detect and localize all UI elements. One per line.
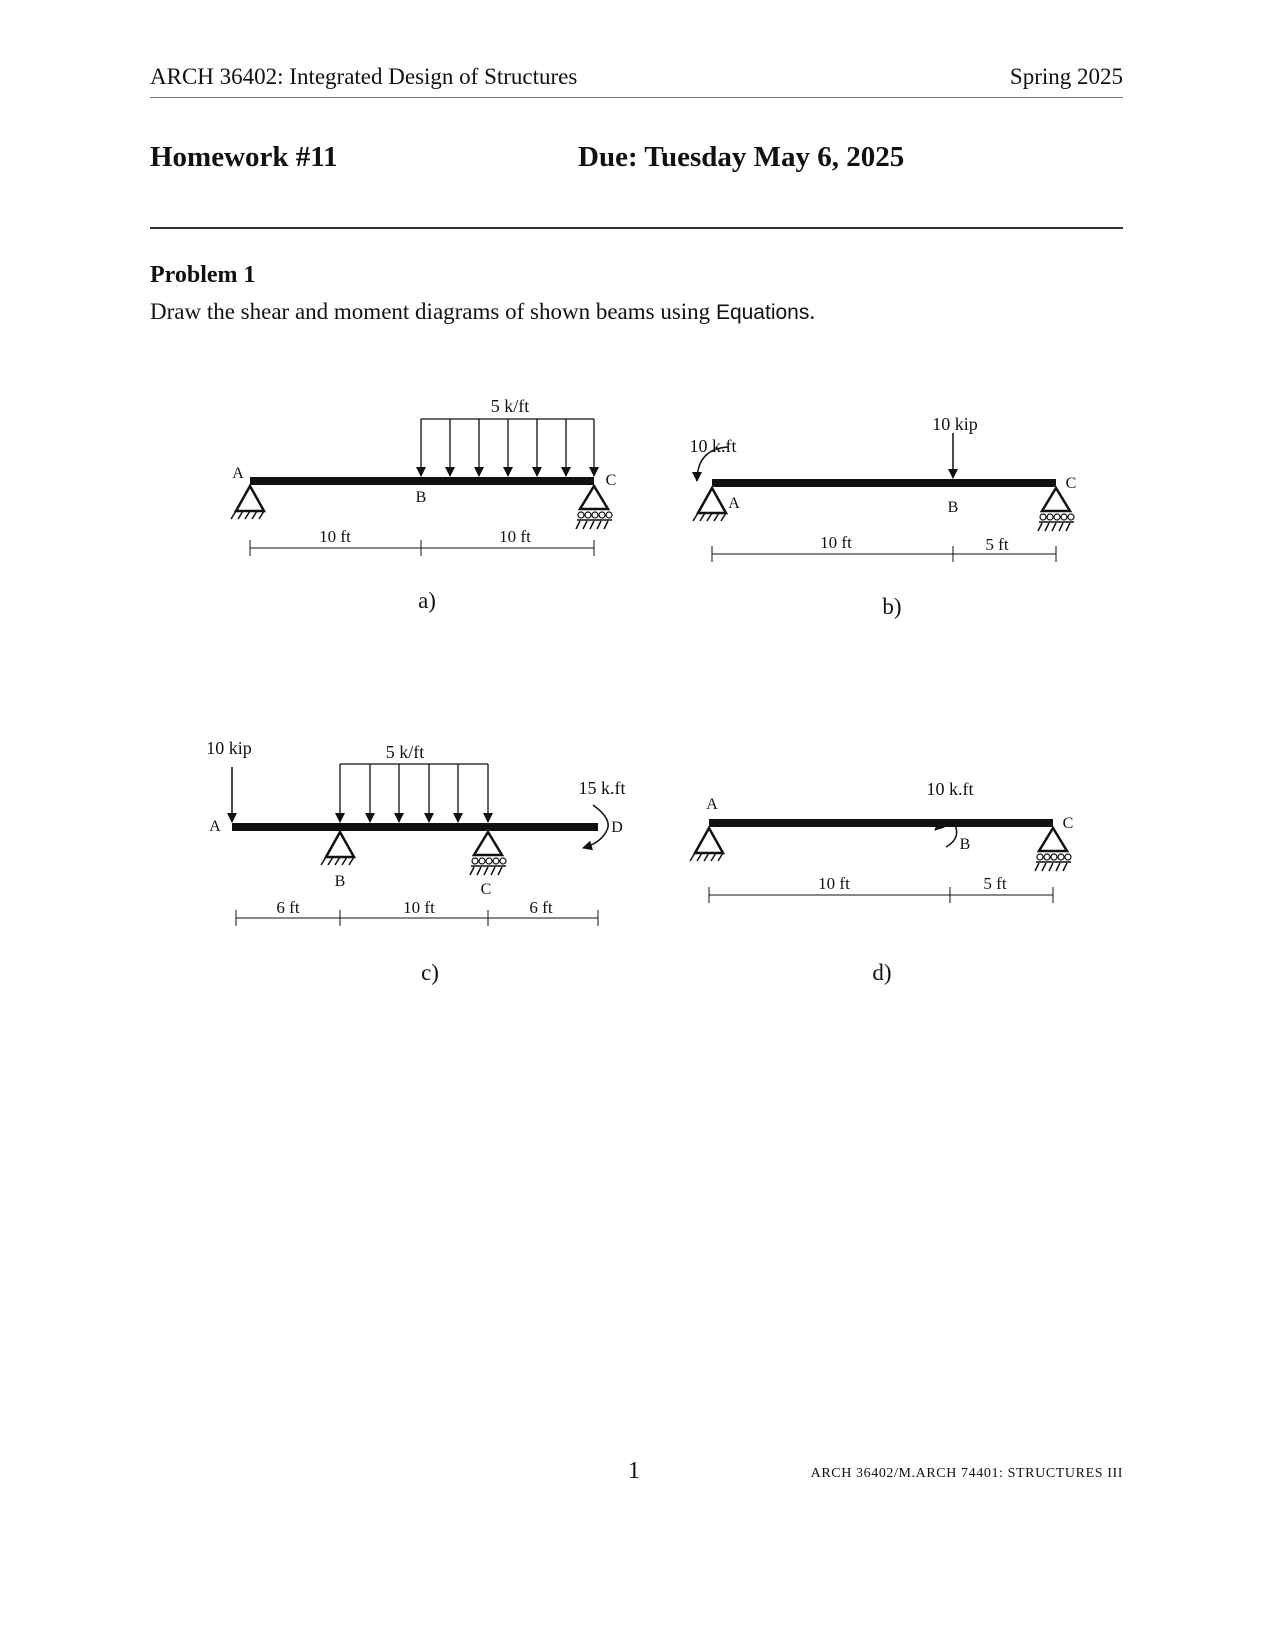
node-label-d-b: B (959, 836, 971, 853)
span-label-d-ab: 10 ft (818, 874, 850, 893)
footer-note: ARCH 36402/M.ARCH 74401: STRUCTURES III (810, 1466, 1123, 1481)
node-label-d-a: A (706, 796, 718, 813)
node-label-c-b: B (334, 873, 346, 890)
dimension-line-a (250, 540, 594, 556)
load-label-c: 5 k/ft (385, 742, 425, 762)
caption-d: d) (872, 960, 892, 985)
problem-heading: Problem 1 (150, 262, 256, 288)
span-label-a-bc: 10 ft (499, 527, 531, 546)
span-label-d-bc: 5 ft (983, 874, 1007, 893)
span-label-c-bc: 10 ft (403, 898, 435, 917)
due-date: Due: Tuesday May 6, 2025 (578, 141, 905, 173)
span-label-b-bc: 5 ft (985, 535, 1009, 554)
node-label-c-d: D (611, 819, 623, 836)
moment-label-c: 15 k.ft (578, 778, 626, 798)
node-label-b-b: B (947, 499, 959, 516)
figure-d (690, 819, 1071, 903)
span-label-c-cd: 6 ft (529, 898, 553, 917)
roller-support-b (1038, 488, 1074, 531)
force-label-c: 10 kip (206, 738, 252, 758)
figure-b (693, 433, 1074, 562)
load-label-a: 5 k/ft (490, 396, 530, 416)
instruction-text: Draw the shear and moment diagrams of shown beams using (150, 299, 711, 324)
span-label-a-ab: 10 ft (319, 527, 351, 546)
node-label-a-c: C (605, 472, 617, 489)
moment-label-b: 10 k.ft (689, 436, 737, 456)
span-label-b-ab: 10 ft (820, 533, 852, 552)
roller-support-c (576, 486, 612, 529)
pin-support-a (231, 486, 264, 519)
term-label: Spring 2025 (1009, 64, 1123, 89)
node-label-b-a: A (728, 495, 740, 512)
node-label-a-a: A (232, 465, 244, 482)
homework-title: Homework #11 (150, 141, 338, 173)
node-label-c-c: C (480, 881, 492, 898)
caption-a: a) (418, 588, 436, 613)
beam-d (709, 819, 1053, 827)
caption-c: c) (421, 960, 439, 985)
instruction-emphasis: Equations (715, 301, 810, 324)
node-label-c-a: A (209, 818, 221, 835)
force-label-b: 10 kip (932, 414, 978, 434)
moment-label-d: 10 k.ft (926, 779, 974, 799)
distributed-load-a (421, 419, 594, 476)
span-label-c-ab: 6 ft (276, 898, 300, 917)
pin-support-d (690, 828, 723, 861)
roller-support-d (1035, 828, 1071, 871)
pin-support-b (693, 488, 726, 521)
beam-b (712, 479, 1056, 487)
caption-b: b) (882, 594, 902, 619)
pin-support-c (321, 832, 354, 865)
node-label-b-c: C (1065, 475, 1077, 492)
beam-a (250, 477, 594, 485)
figure-a (231, 419, 612, 556)
distributed-load-c (340, 764, 488, 822)
beam-c (232, 823, 598, 831)
node-label-d-c: C (1062, 815, 1074, 832)
page-number: 1 (628, 1458, 640, 1484)
instruction-end: . (809, 299, 816, 324)
course-title: ARCH 36402: Integrated Design of Structures (150, 64, 578, 89)
node-label-a-b: B (415, 489, 427, 506)
roller-support-c2 (470, 832, 506, 875)
